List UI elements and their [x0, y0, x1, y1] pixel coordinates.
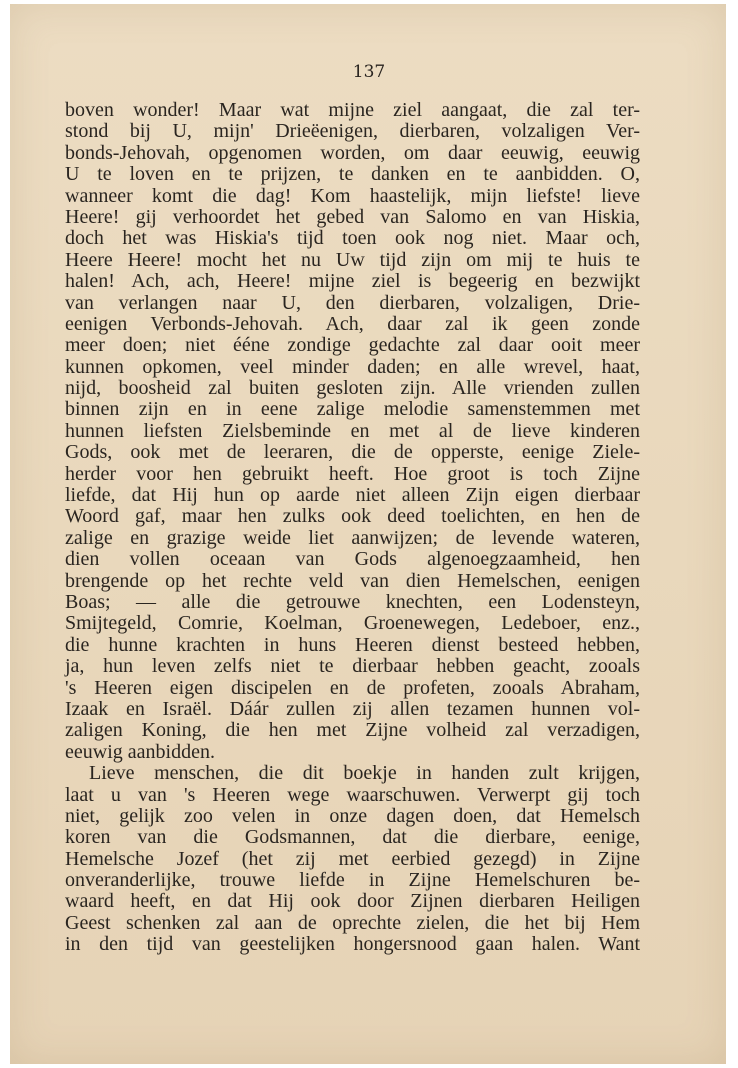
text-line: koren van die Godsmannen, dat die dierbare, eenige, [65, 826, 640, 849]
text-line: kunnen opkomen, veel minder daden; en alle wrevel, haat, [65, 355, 640, 378]
text-line: brengende op het rechte veld van dien Hemelschen, eenigen [65, 569, 640, 592]
text-line: wanneer komt die dag! Kom haastelijk, mijn liefste! lieve [65, 184, 640, 207]
text-line: herder voor hen gebruikt heeft. Hoe groot is toch Zijne [65, 462, 640, 485]
text-line: in den tijd van geestelijken hongersnood gaan halen. Want [65, 933, 640, 956]
text-line: waard heeft, en dat Hij ook door Zijnen dierbaren Heiligen [65, 890, 640, 913]
text-line: ja, hun leven zelfs niet te dierbaar hebben geacht, zooals [65, 655, 640, 678]
text-line: hunnen liefsten Zielsbeminde en met al de lieve kinderen [65, 419, 640, 442]
text-line: van verlangen naar U, den dierbaren, volzaligen, Drie- [65, 291, 640, 314]
text-line: halen! Ach, ach, Heere! mijne ziel is begeerig en bezwijkt [65, 270, 640, 293]
text-line: Heere! gij verhoordet het gebed van Salomo en van Hiskia, [65, 205, 640, 228]
body-text [65, 100, 640, 956]
text-line: Izaak en Israël. Dáár zullen zij allen tezamen hunnen vol- [65, 697, 640, 720]
text-line: Gods, ook met de leeraren, die de opperste, eenige Ziele- [65, 441, 640, 464]
text-line: doch het was Hiskia's tijd toen ook nog niet. Maar och, [65, 227, 640, 250]
text-line: Woord gaf, maar hen zulks ook deed toelichten, en hen de [65, 505, 640, 528]
text-line: nijd, boosheid zal buiten gesloten zijn. Alle vrienden zullen [65, 377, 640, 400]
text-line: 's Heeren eigen discipelen en de profeten, zooals Abraham, [65, 676, 640, 699]
page-number: 137 [352, 62, 386, 82]
text-line: laat u van 's Heeren wege waarschuwen. Verwerpt gij toch [65, 783, 640, 806]
text-line: zaligen Koning, die hen met Zijne volheid zal verzadigen, [65, 719, 640, 742]
text-line: Hemelsche Jozef (het zij met eerbied gezegd) in Zijne [65, 847, 640, 870]
text-line: Boas; — alle die getrouwe knechten, een Lodensteyn, [65, 590, 640, 613]
text-line: meer doen; niet ééne zondige gedachte zal daar ooit meer [65, 334, 640, 357]
text-line: bonds-Jehovah, opgenomen worden, om daar eeuwig, eeuwig [65, 141, 640, 164]
text-line: binnen zijn en in eene zalige melodie samenstemmen met [65, 398, 640, 421]
text-line: Smijtegeld, Comrie, Koelman, Groenewegen, Ledeboer, enz., [65, 612, 640, 635]
text-line: onveranderlijke, trouwe liefde in Zijne Hemelschuren be- [65, 869, 640, 892]
text-line: stond bij U, mijn' Drieëenigen, dierbaren, volzaligen Ver- [65, 120, 640, 143]
text-line: die hunne krachten in huns Heeren dienst besteed hebben, [65, 633, 640, 656]
text-line: dien vollen oceaan van Gods algenoegzaamheid, hen [65, 548, 640, 571]
text-line: eeuwig aanbidden. [65, 740, 215, 763]
text-line: zalige en grazige weide liet aanwijzen; de levende wateren, [65, 526, 640, 549]
text-line: liefde, dat Hij hun op aarde niet alleen Zijn eigen dierbaar [65, 484, 640, 507]
text-line: eenigen Verbonds-Jehovah. Ach, daar zal ik geen zonde [65, 312, 640, 335]
text-line: Geest schenken zal aan de oprechte zielen, die het bij Hem [65, 911, 640, 934]
text-line: U te loven en te prijzen, te danken en te aanbidden. O, [65, 163, 640, 186]
text-line: niet, gelijk zoo velen in onze dagen doen, dat Hemelsch [65, 804, 640, 827]
text-line: Heere Heere! mocht het nu Uw tijd zijn om mij te huis te [65, 248, 640, 271]
text-line: boven wonder! Maar wat mijne ziel aangaat, die zal ter- [65, 99, 640, 121]
text-line: Lieve menschen, die dit boekje in handen zult krijgen, [89, 762, 640, 785]
